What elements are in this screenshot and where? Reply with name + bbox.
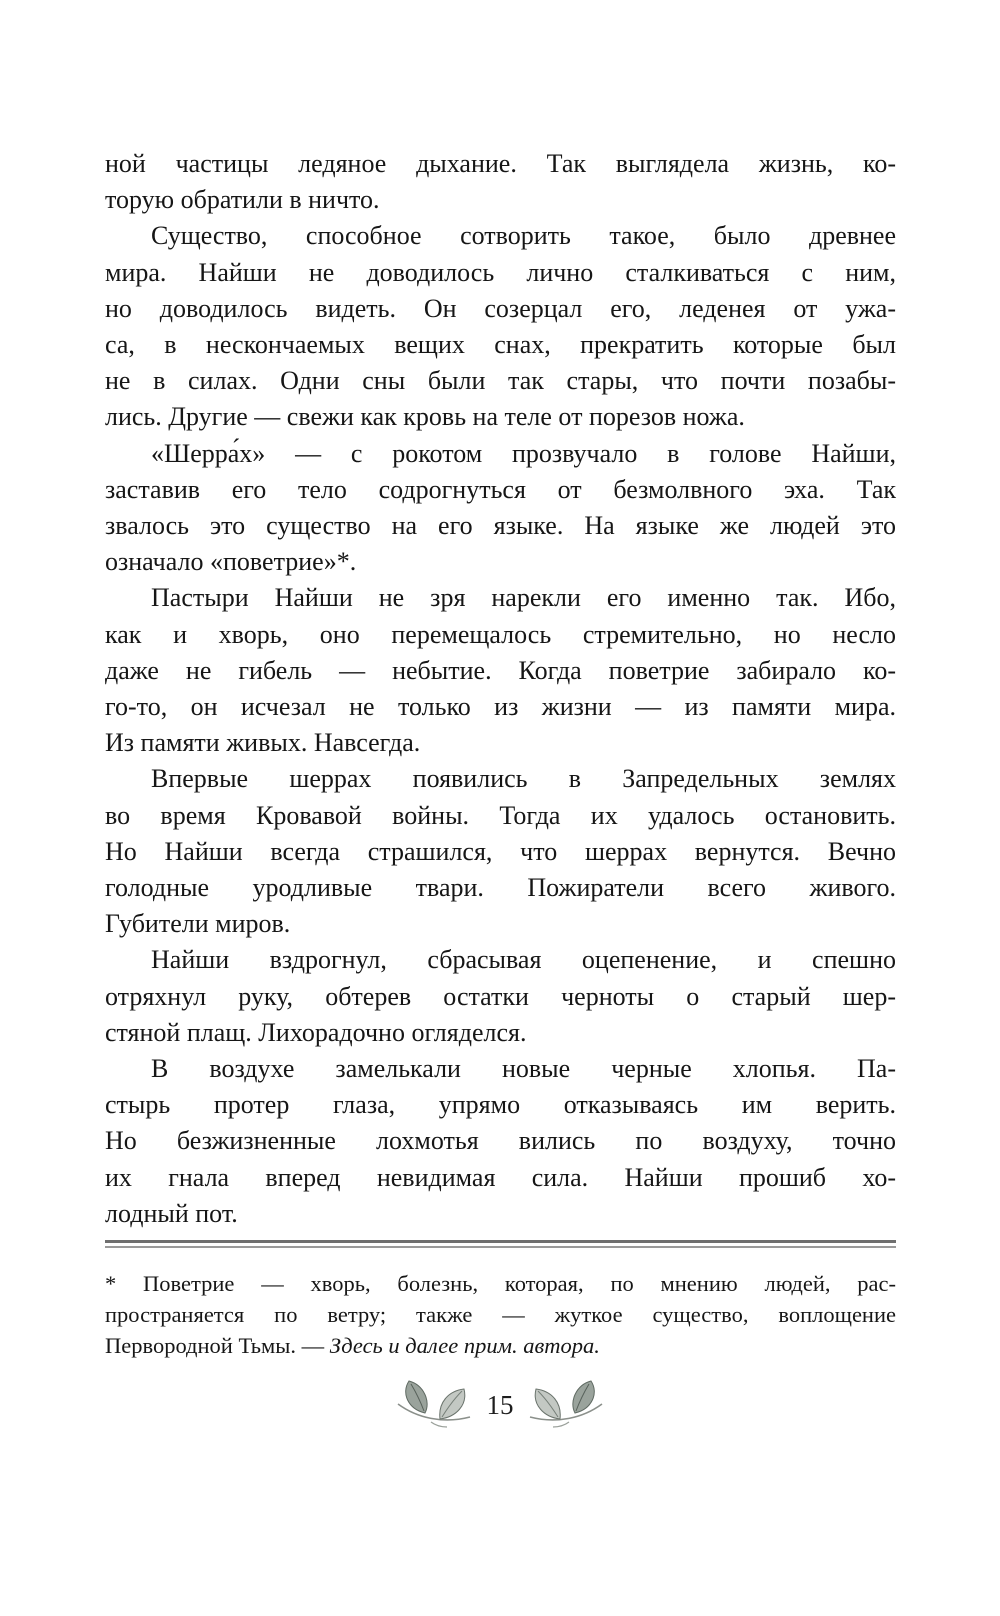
text-line: их гнала вперед невидимая сила. Найши прошиб хо-: [105, 1162, 896, 1192]
body-text: [105, 146, 896, 1232]
footnote-separator: [105, 1240, 896, 1248]
paragraph: [105, 1051, 896, 1232]
footnote-italic-segment: Здесь и далее прим. автора.: [329, 1333, 600, 1358]
footnote-line: [105, 1299, 896, 1330]
text-line: стырь протер глаза, упрямо отказываясь им верить.: [105, 1090, 896, 1120]
text-line: торую обратили в ничто.: [105, 185, 380, 215]
text-line: мира. Найши не доводилось лично сталкиваться с ним,: [105, 257, 896, 287]
text-line: «Шерра́х» — с рокотом прозвучало в голове Найши,: [151, 438, 896, 468]
footnote-line: [105, 1268, 896, 1299]
text-line: голодные уродливые твари. Пожиратели всего живого.: [105, 873, 896, 903]
paragraph: [105, 146, 896, 218]
text-line: Пастыри Найши не зря нарекли его именно так. Ибо,: [151, 583, 896, 613]
text-line: отряхнул руку, обтерев остатки черноты о старый шер-: [105, 981, 896, 1011]
text-line: ной частицы ледяное дыхание. Так выглядела жизнь, ко-: [105, 149, 896, 178]
paragraph: [105, 761, 896, 942]
page-number: 15: [486, 1389, 514, 1420]
text-line: лись. Другие — свежи как кровь на теле от порезов ножа.: [105, 402, 745, 432]
page-footer: [0, 1378, 1000, 1432]
leaf-ornament-right-icon: [527, 1378, 605, 1432]
text-line: Но Найши всегда страшился, что шеррах вернутся. Вечно: [105, 836, 896, 866]
text-line: Существо, способное сотворить такое, было древнее: [151, 221, 896, 251]
paragraph: [105, 580, 896, 761]
text-line: са, в нескончаемых вещих снах, прекратить которые был: [105, 330, 896, 360]
text-line: Губители миров.: [105, 909, 291, 939]
footnote-segment: пространяется по ветру; также — жуткое существо, воплощение: [105, 1302, 896, 1327]
paragraph: [105, 942, 896, 1051]
text-line: Но безжизненные лохмотья вились по воздуху, точно: [105, 1126, 896, 1156]
text-line: означало «поветрие»*.: [105, 547, 357, 577]
text-line: Найши вздрогнул, сбрасывая оцепенение, и спешно: [151, 945, 896, 975]
footnote-segment: Первородной Тьмы. —: [105, 1333, 330, 1358]
footnote-line: [105, 1330, 896, 1361]
footnote-segment: * Поветрие — хворь, болезнь, которая, по мнению людей, рас-: [105, 1271, 896, 1296]
footnote-text: [105, 1268, 896, 1361]
text-line: даже не гибель — небытие. Когда поветрие забирало ко-: [105, 655, 896, 685]
text-line: как и хворь, оно перемещалось стремительно, но несло: [105, 619, 896, 649]
text-line: лодный пот.: [105, 1198, 238, 1228]
text-line: В воздухе замелькали новые черные хлопья. Па-: [151, 1054, 896, 1084]
text-line: звалось это существо на его языке. На языке же людей это: [105, 511, 896, 541]
text-line: го-то, он исчезал не только из жизни — из памяти мира.: [105, 692, 896, 722]
paragraph: [105, 218, 896, 435]
text-line: заставив его тело содрогнуться от безмолвного эха. Так: [105, 474, 896, 504]
text-line: стяной плащ. Лихорадочно огляделся.: [105, 1017, 527, 1047]
text-line: во время Кровавой войны. Тогда их удалось остановить.: [105, 800, 896, 830]
text-line: Из памяти живых. Навсегда.: [105, 728, 421, 758]
leaf-ornament-left-icon: [395, 1378, 473, 1432]
text-line: не в силах. Одни сны были так стары, что почти позабы-: [105, 366, 896, 396]
text-line: но доводилось видеть. Он созерцал его, леденея от ужа-: [105, 293, 896, 323]
paragraph: [105, 436, 896, 581]
text-line: Впервые шеррах появились в Запредельных землях: [151, 764, 896, 794]
